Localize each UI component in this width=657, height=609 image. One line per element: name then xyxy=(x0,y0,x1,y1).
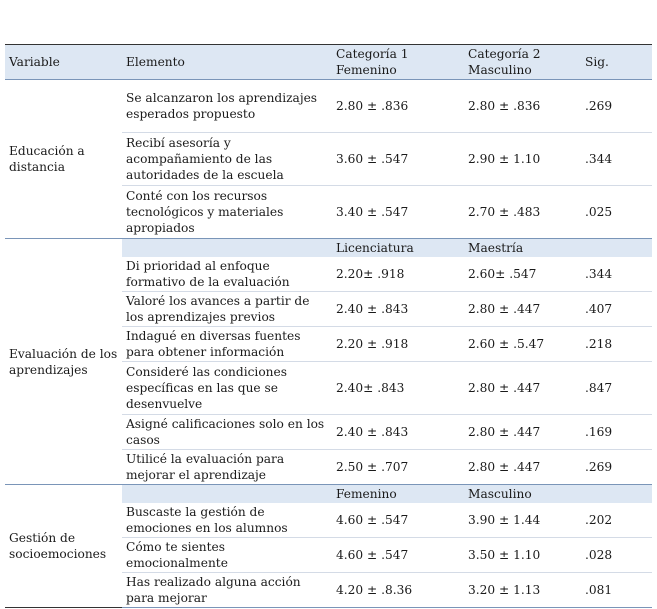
variable-cell: Evaluación de los aprendizajes xyxy=(5,239,122,485)
sig-cell: .028 xyxy=(581,538,652,573)
sig-cell: .269 xyxy=(581,450,652,485)
header-categoria-1: Categoría 1 Femenino xyxy=(332,45,464,80)
value-cell-c2: 2.70 ± .483 xyxy=(464,186,581,239)
table-body xyxy=(5,80,652,608)
elemento-cell: Utilicé la evaluación para mejorar el aprendizaje xyxy=(122,450,332,485)
elemento-cell: Valoré los avances a partir de los aprendizajes previos xyxy=(122,292,332,327)
value-cell-c1: 2.80 ± .836 xyxy=(332,80,464,133)
results-table xyxy=(5,44,652,608)
elemento-cell: Recibí asesoría y acompañamiento de las autoridades de la escuela xyxy=(122,133,332,186)
header-elemento: Elemento xyxy=(122,45,332,80)
subheader-row xyxy=(5,239,652,258)
sig-cell: .407 xyxy=(581,292,652,327)
value-cell-c2: 2.80 ± .447 xyxy=(464,450,581,485)
value-cell-c1: 4.20 ± .8.36 xyxy=(332,573,464,608)
header-variable: Variable xyxy=(5,45,122,80)
value-cell-c2: 2.80 ± .836 xyxy=(464,80,581,133)
sig-cell: .344 xyxy=(581,257,652,292)
value-cell-c2: 2.60 ± .5.47 xyxy=(464,327,581,362)
value-cell-c2: 3.90 ± 1.44 xyxy=(464,503,581,538)
elemento-cell: Indagué en diversas fuentes para obtener información xyxy=(122,327,332,362)
value-cell-c2: 3.50 ± 1.10 xyxy=(464,538,581,573)
elemento-cell: Consideré las condiciones específicas en las que se desenvuelve xyxy=(122,362,332,415)
value-cell-c1: 2.40 ± .843 xyxy=(332,415,464,450)
header-sig: Sig. xyxy=(581,45,652,80)
value-cell-c1: 3.40 ± .547 xyxy=(332,186,464,239)
subheader-empty xyxy=(122,485,332,504)
value-cell-c2: 2.60± .547 xyxy=(464,257,581,292)
elemento-cell: Se alcanzaron los aprendizajes esperados propuesto xyxy=(122,80,332,133)
variable-cell: Educación a distancia xyxy=(5,80,122,239)
value-cell-c2: 2.90 ± 1.10 xyxy=(464,133,581,186)
elemento-cell: Has realizado alguna acción para mejorar xyxy=(122,573,332,608)
value-cell-c1: 2.20± .918 xyxy=(332,257,464,292)
results-table-container xyxy=(5,44,652,608)
subheader-sig-empty xyxy=(581,239,652,258)
sig-cell: .847 xyxy=(581,362,652,415)
sig-cell: .269 xyxy=(581,80,652,133)
elemento-cell: Conté con los recursos tecnológicos y materiales apropiados xyxy=(122,186,332,239)
sig-cell: .081 xyxy=(581,573,652,608)
subheader-c2: Maestría xyxy=(464,239,581,258)
header-categoria-2: Categoría 2 Masculino xyxy=(464,45,581,80)
subheader-c2: Masculino xyxy=(464,485,581,504)
variable-cell: Gestión de socioemociones xyxy=(5,485,122,608)
value-cell-c1: 2.50 ± .707 xyxy=(332,450,464,485)
value-cell-c1: 2.20 ± .918 xyxy=(332,327,464,362)
value-cell-c1: 4.60 ± .547 xyxy=(332,503,464,538)
subheader-row xyxy=(5,485,652,504)
sig-cell: .218 xyxy=(581,327,652,362)
sig-cell: .025 xyxy=(581,186,652,239)
sig-cell: .344 xyxy=(581,133,652,186)
table-header-row xyxy=(5,45,652,80)
sig-cell: .169 xyxy=(581,415,652,450)
subheader-empty xyxy=(122,239,332,258)
value-cell-c2: 3.20 ± 1.13 xyxy=(464,573,581,608)
elemento-cell: Cómo te sientes emocionalmente xyxy=(122,538,332,573)
value-cell-c2: 2.80 ± .447 xyxy=(464,415,581,450)
subheader-c1: Femenino xyxy=(332,485,464,504)
value-cell-c1: 3.60 ± .547 xyxy=(332,133,464,186)
value-cell-c1: 2.40 ± .843 xyxy=(332,292,464,327)
subheader-sig-empty xyxy=(581,485,652,504)
elemento-cell: Di prioridad al enfoque formativo de la evaluación xyxy=(122,257,332,292)
elemento-cell: Buscaste la gestión de emociones en los alumnos xyxy=(122,503,332,538)
value-cell-c2: 2.80 ± .447 xyxy=(464,362,581,415)
subheader-c1: Licenciatura xyxy=(332,239,464,258)
sig-cell: .202 xyxy=(581,503,652,538)
elemento-cell: Asigné calificaciones solo en los casos xyxy=(122,415,332,450)
value-cell-c1: 4.60 ± .547 xyxy=(332,538,464,573)
value-cell-c2: 2.80 ± .447 xyxy=(464,292,581,327)
value-cell-c1: 2.40± .843 xyxy=(332,362,464,415)
table-row xyxy=(5,80,652,133)
